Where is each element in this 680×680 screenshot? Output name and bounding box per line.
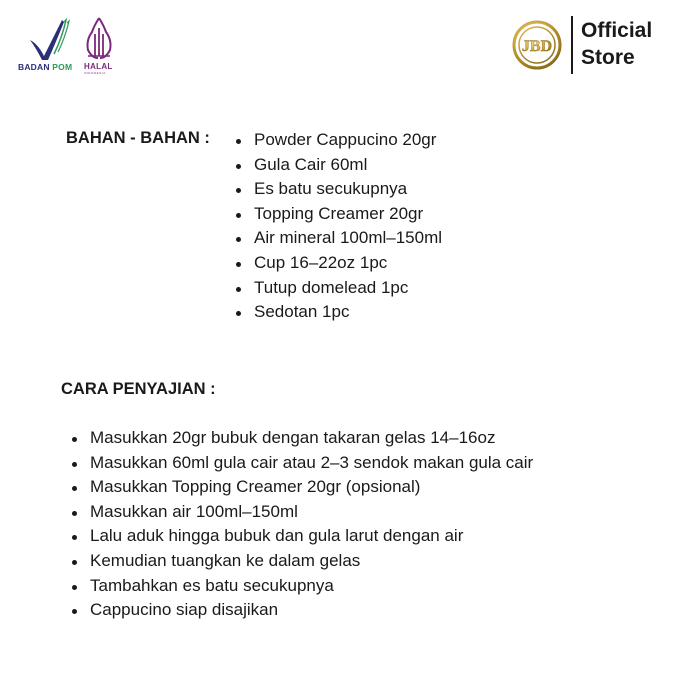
- ingredients-heading: BAHAN - BAHAN :: [66, 129, 210, 147]
- list-item: Kemudian tuangkan ke dalam gelas: [68, 549, 533, 574]
- list-item: Lalu aduk hingga bubuk dan gula larut dengan air: [68, 524, 533, 549]
- list-item: Cappucino siap disajikan: [68, 598, 533, 623]
- badan-pom-check-icon: [18, 18, 82, 62]
- list-item: Powder Cappucino 20gr: [232, 128, 442, 153]
- list-item: Sedotan 1pc: [232, 300, 442, 325]
- halal-label: HALAL: [84, 62, 113, 71]
- list-item: Es batu secukupnya: [232, 177, 442, 202]
- instructions-heading: CARA PENYAJIAN :: [61, 380, 216, 398]
- svg-text:JBD: JBD: [521, 38, 553, 55]
- list-item: Tambahkan es batu secukupnya: [68, 574, 533, 599]
- badan-pom-logo: [18, 18, 82, 74]
- halal-logo: [84, 16, 114, 76]
- badan-pom-label: BADAN POM: [18, 62, 73, 72]
- halal-wayang-icon: [84, 16, 114, 62]
- header-divider: [571, 16, 573, 74]
- list-item: Masukkan 60ml gula cair atau 2–3 sendok makan gula cair: [68, 451, 533, 476]
- list-item: Masukkan Topping Creamer 20gr (opsional): [68, 475, 533, 500]
- official-store-label: Official Store: [581, 19, 653, 69]
- list-item: Tutup domelead 1pc: [232, 276, 442, 301]
- list-item: Air mineral 100ml–150ml: [232, 226, 442, 251]
- instructions-list: [68, 426, 533, 623]
- list-item: Topping Creamer 20gr: [232, 202, 442, 227]
- list-item: Masukkan air 100ml–150ml: [68, 500, 533, 525]
- list-item: Cup 16–22oz 1pc: [232, 251, 442, 276]
- list-item: Gula Cair 60ml: [232, 153, 442, 178]
- list-item: Masukkan 20gr bubuk dengan takaran gelas 14–16oz: [68, 426, 533, 451]
- ingredients-list: [232, 128, 442, 325]
- jbd-monogram-icon: [512, 20, 562, 70]
- jbd-brand-logo: [512, 20, 562, 70]
- halal-sublabel: INDONESIA: [84, 71, 106, 75]
